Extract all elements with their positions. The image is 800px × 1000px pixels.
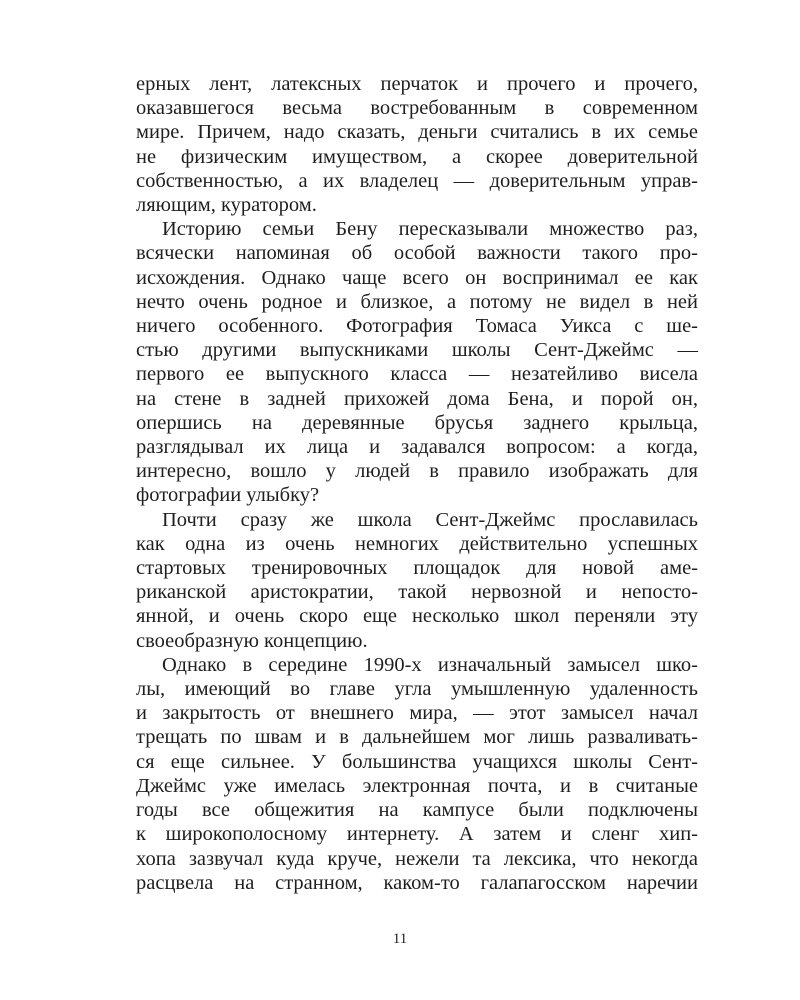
text-line: первого ее выпускного класса — незатейливо висела bbox=[136, 363, 698, 386]
text-line: расцвела на странном, каком-то галапагосском наречии bbox=[136, 871, 698, 894]
text-line: интересно, вошло у людей в правило изображать для bbox=[136, 460, 698, 483]
text-line: Почти сразу же школа Сент-Джеймс прославилась bbox=[162, 508, 698, 531]
text-line: собственностью, а их владелец — доверительным управ- bbox=[136, 169, 698, 192]
text-line: к широкополосному интернету. А затем и сленг хип- bbox=[136, 823, 698, 846]
text-line: риканской аристократии, такой нервозной и непосто- bbox=[136, 581, 698, 604]
text-line: исхождения. Однако чаще всего он воспринимал ее как bbox=[136, 266, 698, 289]
text-line: нечто очень родное и близкое, а потому не видел в ней bbox=[136, 290, 698, 313]
text-line: как одна из очень немногих действительно успешных bbox=[136, 532, 698, 555]
text-line: Джеймс уже имелась электронная почта, и в считаные bbox=[136, 774, 698, 797]
text-line: на стене в задней прихожей дома Бена, и порой он, bbox=[136, 387, 698, 410]
text-line: стартовых тренировочных площадок для новой аме- bbox=[136, 557, 698, 580]
text-line: лы, имеющий во главе угла умышленную удаленность bbox=[136, 678, 698, 701]
text-line: годы все общежития на кампусе были подключены bbox=[136, 799, 698, 822]
text-line: трещать по швам и в дальнейшем мог лишь разваливать- bbox=[136, 726, 698, 749]
text-line: Историю семьи Бену пересказывали множество раз, bbox=[162, 218, 698, 241]
text-line: ляющим, куратором. bbox=[136, 194, 317, 217]
text-line: мире. Причем, надо сказать, деньги считались в их семье bbox=[136, 121, 698, 144]
text-line: стью другими выпускниками школы Сент-Джеймс — bbox=[136, 339, 698, 362]
text-line: всячески напоминая об особой важности такого про- bbox=[136, 242, 698, 265]
text-line: хопа зазвучал куда круче, нежели та лексика, что некогда bbox=[136, 847, 698, 870]
text-line: ерных лент, латексных перчаток и прочего и прочего, bbox=[136, 73, 698, 95]
text-line: оказавшегося весьма востребованным в современном bbox=[136, 97, 698, 120]
text-line: ничего особенного. Фотография Томаса Уикса с ше- bbox=[136, 315, 698, 338]
page-number: 11 bbox=[392, 931, 408, 947]
text-line: фотографии улыбку? bbox=[136, 484, 320, 507]
text-line: и закрытость от внешнего мира, — этот замысел начал bbox=[136, 702, 698, 725]
paragraph bbox=[136, 653, 698, 895]
text-line: Однако в середине 1990-х изначальный замысел шко- bbox=[162, 653, 698, 676]
text-line: ся еще сильнее. У большинства учащихся школы Сент- bbox=[136, 750, 698, 773]
text-line: своеобразную концепцию. bbox=[136, 629, 368, 652]
text-line: не физическим имуществом, а скорее доверительной bbox=[136, 145, 698, 168]
paragraph bbox=[136, 217, 698, 507]
paragraph bbox=[136, 508, 698, 653]
text-line: янной, и очень скоро еще несколько школ переняли эту bbox=[136, 605, 698, 628]
text-line: опершись на деревянные брусья заднего крыльца, bbox=[136, 411, 698, 434]
text-line: разглядывал их лица и задавался вопросом: а когда, bbox=[136, 436, 698, 459]
body-text bbox=[136, 72, 698, 895]
paragraph bbox=[136, 72, 698, 217]
